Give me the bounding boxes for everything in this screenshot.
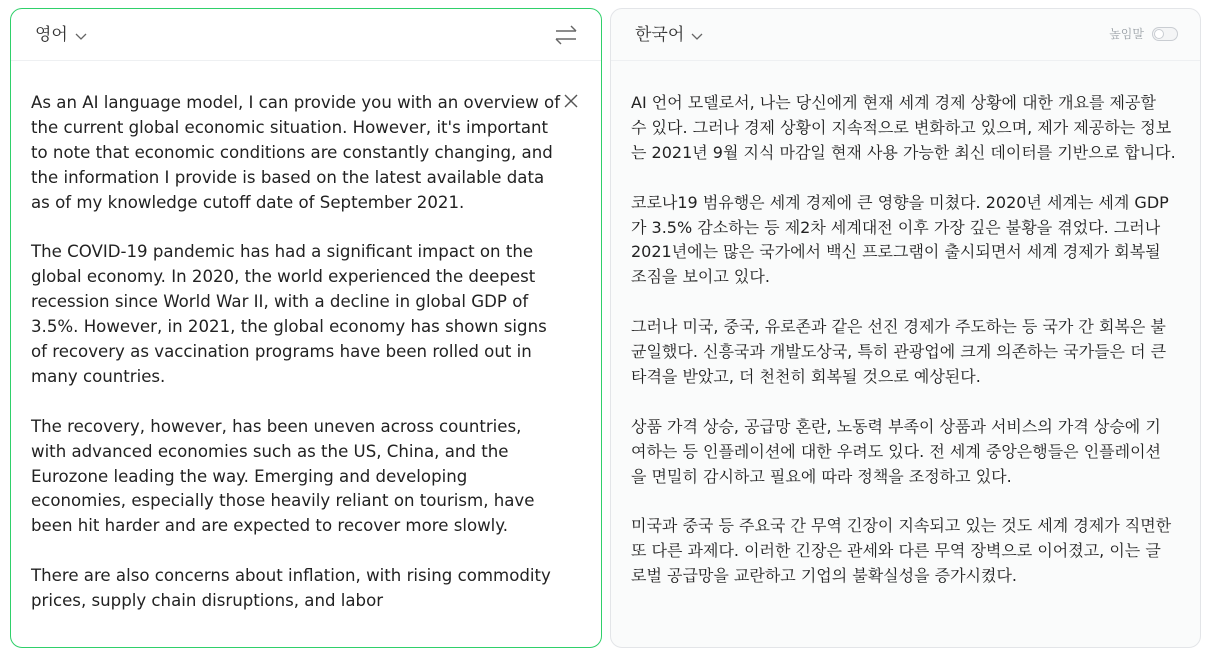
honorific-toggle[interactable]	[1152, 27, 1178, 41]
chevron-down-icon	[690, 29, 704, 43]
target-paragraph: AI 언어 모델로서, 나는 당신에게 현재 세계 경제 상황에 대한 개요를 제공할 수 있다. 그러나 경제 상황이 지속적으로 변화하고 있으며, 제가 제공하는 정보는 2021년 9월 지식 마감일 현재 사용 가능한 최신 데이터를 기반으로 합니다.	[631, 93, 1176, 162]
close-icon	[563, 93, 579, 109]
target-paragraph: 미국과 중국 등 주요국 간 무역 긴장이 지속되고 있는 것도 세계 경제가 직면한 또 다른 과제다. 이러한 긴장은 관세와 다른 무역 장벽으로 이어졌고, 이는 글로벌 공급망을 교란하고 기업의 불확실성을 증가시켰다.	[631, 516, 1172, 586]
chevron-down-icon	[74, 29, 88, 43]
source-paragraph: There are also concerns about inflation, with rising commodity prices, supply chain disruptions, and labor	[31, 566, 551, 611]
target-language-select[interactable]	[635, 23, 704, 47]
clear-text-button[interactable]	[563, 93, 579, 109]
source-paragraph: The recovery, however, has been uneven across countries, with advanced economies such as the US, China, and the Eurozone leading the way. Emerging and developing economies, especially those heavily reliant on tourism, have been hit harder and are expected to recover more slowly.	[31, 416, 535, 536]
honorific-control	[1109, 25, 1178, 42]
source-language-label: 영어	[35, 25, 68, 45]
target-language-label: 한국어	[635, 25, 685, 45]
source-panel-header	[11, 9, 601, 61]
source-paragraph: As an AI language model, I can provide you with an overview of the current global economic situation. However, it's important to note that economic conditions are constantly changing, and the information I provide is based on the latest available data as of my knowledge cutoff date of September 2021.	[31, 93, 561, 212]
source-panel	[10, 8, 602, 648]
swap-languages-button[interactable]	[553, 23, 579, 47]
target-panel	[610, 8, 1201, 648]
honorific-label: 높임말	[1109, 27, 1144, 41]
target-paragraph: 그러나 미국, 중국, 유로존과 같은 선진 경제가 주도하는 등 국가 간 회복은 불균일했다. 신흥국과 개발도상국, 특히 관광업에 크게 의존하는 국가들은 더 큰 타격을 받았고, 더 천천히 회복될 것으로 예상된다.	[631, 317, 1167, 386]
source-language-select[interactable]	[35, 23, 88, 47]
target-panel-header	[611, 9, 1200, 61]
source-paragraph: The COVID-19 pandemic has had a significant impact on the global economy. In 2020, the world experienced the deepest recession since World War II, with a decline in global GDP of 3.5%. However, in 2021, the global economy has shown signs of recovery as vaccination programs have been rolled out in many countries.	[31, 242, 547, 386]
target-paragraph: 상품 가격 상승, 공급망 혼란, 노동력 부족이 상품과 서비스의 가격 상승에 기여하는 등 인플레이션에 대한 우려도 있다. 전 세계 중앙은행들은 인플레이션을 면밀히 감시하고 필요에 따라 정책을 조정하고 있다.	[631, 416, 1161, 486]
swap-arrows-icon	[553, 23, 579, 47]
toggle-knob	[1154, 29, 1164, 39]
translation-output	[631, 91, 1176, 614]
target-paragraph: 코로나19 범유행은 세계 경제에 큰 영향을 미쳤다. 2020년 세계는 세계 GDP가 3.5% 감소하는 등 제2차 세계대전 이후 가장 깊은 불황을 겪었다. 그러나 2021년에는 많은 국가에서 백신 프로그램이 출시되면서 세계 경제가 회복될 조짐을 보이고 있다.	[631, 192, 1169, 287]
source-text-input[interactable]	[31, 91, 561, 639]
